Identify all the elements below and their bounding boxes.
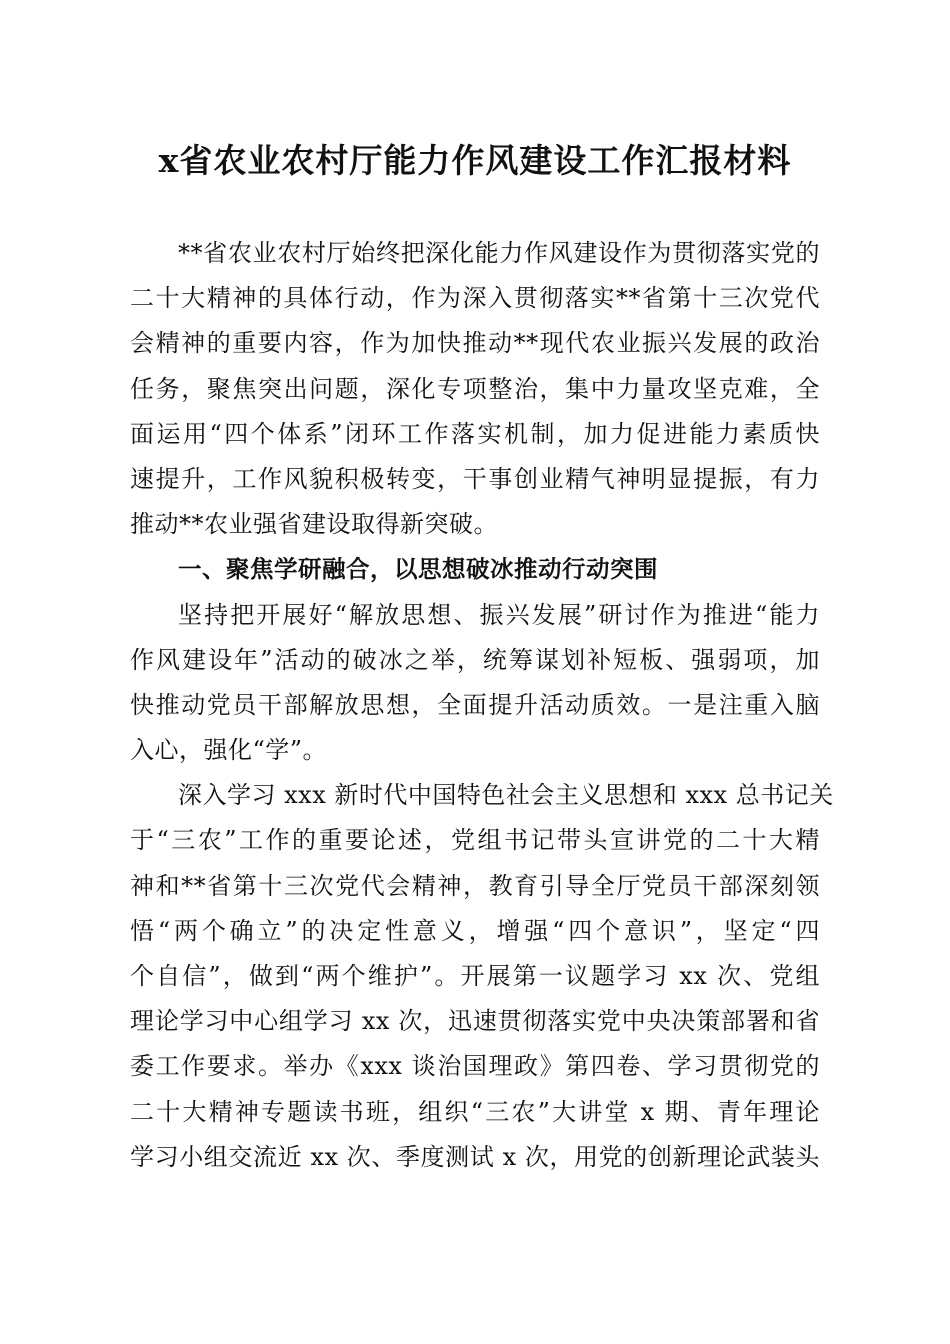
paragraph-line: 速提升，工作风貌积极转变，干事创业精气神明显提振，有力 [130,464,820,493]
paragraph-line: 神和**省第十三次党代会精神，教育引导全厅党员干部深刻领 [130,871,820,900]
intro-paragraph [130,231,820,547]
paragraph-line: 委工作要求。举办《xxx 谈治国理政》第四卷、学习贯彻党的 [130,1052,820,1081]
paragraph-line: 坚持把开展好“解放思想、振兴发展”研讨作为推进“能力 [178,600,820,629]
paragraph-line: 入心，强化“学”。 [130,736,328,765]
paragraph-line: 面运用“四个体系”闭环工作落实机制，加力促进能力素质快 [130,419,820,448]
paragraph-line: 理论学习中心组学习 xx 次，迅速贯彻落实党中央决策部署和省 [130,1007,820,1036]
paragraph-line: **省农业农村厅始终把深化能力作风建设作为贯彻落实党的 [178,239,820,267]
section-heading: 一、聚焦学研融合，以思想破冰推动行动突围 [178,555,658,584]
paragraph-line: 学习小组交流近 xx 次、季度测试 x 次，用党的创新理论武装头 [130,1142,820,1171]
paragraph-line: 作风建设年”活动的破冰之举，统筹谋划补短板、强弱项，加 [130,645,820,674]
paragraph-line: 二十大精神专题读书班，组织“三农”大讲堂 x 期、青年理论 [130,1097,820,1126]
document-title: x省农业农村厅能力作风建设工作汇报材料 [158,141,792,180]
paragraph-line: 二十大精神的具体行动，作为深入贯彻落实**省第十三次党代 [130,284,820,313]
section-paragraph-2 [130,773,834,1180]
paragraph-line: 快推动党员干部解放思想，全面提升活动质效。一是注重入脑 [130,690,820,719]
paragraph-line: 深入学习 xxx 新时代中国特色社会主义思想和 xxx 总书记关 [178,781,834,810]
paragraph-line: 推动**农业强省建设取得新突破。 [130,510,498,539]
document-body [130,231,834,1180]
section-paragraph-1 [130,593,820,774]
paragraph-line: 任务，聚焦突出问题，深化专项整治，集中力量攻坚克难，全 [130,374,820,403]
paragraph-line: 个自信”，做到“两个维护”。开展第一议题学习 xx 次、党组 [130,962,820,990]
paragraph-line: 会精神的重要内容，作为加快推动**现代农业振兴发展的政治 [130,329,820,358]
paragraph-line: 悟“两个确立”的决定性意义，增强“四个意识”，坚定“四 [130,916,820,945]
paragraph-line: 于“三农”工作的重要论述，党组书记带头宣讲党的二十大精 [130,826,820,855]
